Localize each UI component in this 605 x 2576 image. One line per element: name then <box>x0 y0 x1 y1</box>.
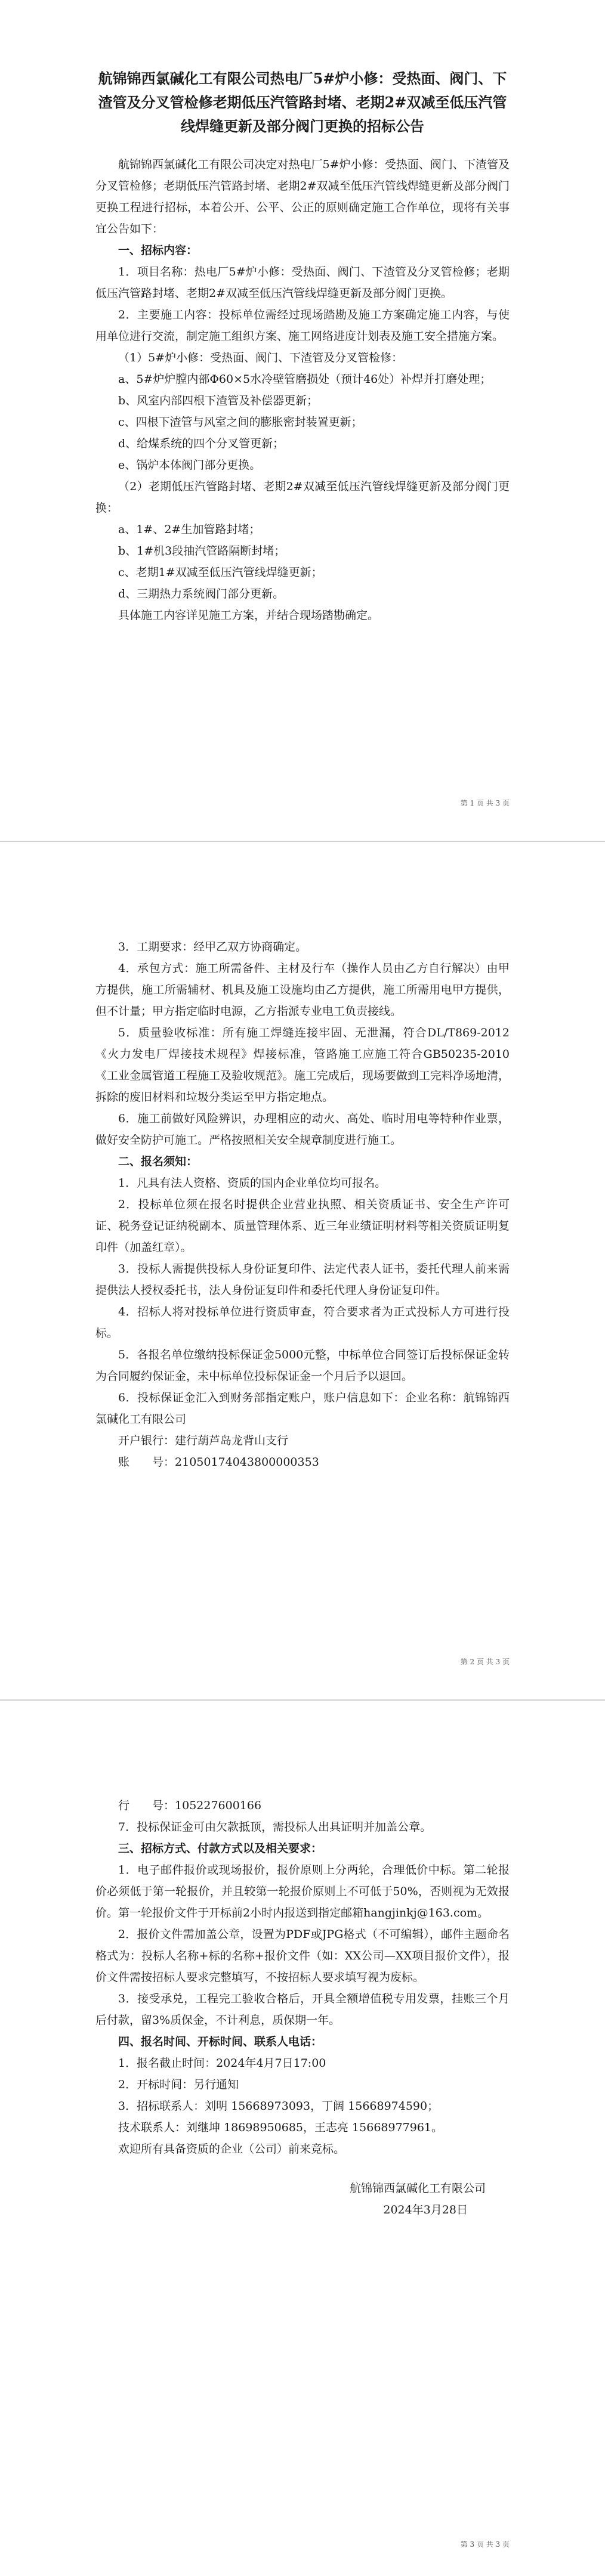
account-info-item <box>95 1387 510 1430</box>
page-2-content <box>95 936 510 1473</box>
list-item: b、1#机3段抽汽管路隔断封堵； <box>118 544 286 558</box>
registration-item: 2．投标单位须在报名时提供企业营业执照、相关资质证书、安全生产许可证、税务登记证纳税副本、质量管理体系、近三年业绩证明材料等相关资质证明复印件（加盖红章）。 <box>95 1198 510 1254</box>
list-item: d、给煤系统的四个分叉管更新； <box>118 437 285 450</box>
page-number-footer: 第 1 页 共 3 页 <box>460 799 510 807</box>
list-item: d、三期热力系统阀门部分更新。 <box>118 587 285 600</box>
contact-item: 3．招标联系人：刘明 15668973093，丁阔 15668974590； <box>118 2100 439 2113</box>
subsection-1-heading: （1）5#炉小修：受热面、阀门、下渣管及分叉管检修： <box>118 351 403 364</box>
list-item: e、锅炉本体阀门部分更换。 <box>118 459 261 472</box>
schedule-item: 3．工期要求：经甲乙双方协商确定。 <box>118 940 307 953</box>
intro-paragraph: 航锦锦西氯碱化工有限公司决定对热电厂5#炉小修：受热面、阀门、下渣管及分叉管检修；老期低压汽管路封堵、老期2#双减至低压汽管线焊缝更新及部分阀门更换工程进行招标，本着公开、公平、公正的原则确定施工合作单位，现将有关事宜公告如下： <box>95 158 510 236</box>
opening-time-item: 2．开标时间：另行通知 <box>118 2078 239 2091</box>
section-1-closing: 具体施工内容详见施工方案，并结合现场踏勘确定。 <box>118 609 379 622</box>
page-number-footer: 第 2 页 共 3 页 <box>460 1658 510 1666</box>
bank-line <box>95 1430 510 1451</box>
document-page-1 <box>0 0 605 823</box>
project-name-item: 1．项目名称：热电厂5#炉小修：受热面、阀门、下渣管及分叉管检修；老期低压汽管路封堵、老期2#双减至低压汽管线焊缝更新及部分阀门更换。 <box>95 265 510 300</box>
section-4-heading: 四、报名时间、开标时间、联系人电话： <box>118 2035 323 2048</box>
registration-item: 1．凡具有法人资格、资质的国内企业单位均可报名。 <box>118 1176 387 1190</box>
page-3-content <box>95 1795 510 2221</box>
row-number-value: 105227600166 <box>175 1799 262 1812</box>
subsection-2-heading: （2）老期低压汽管路封堵、老期2#双减至低压汽管线焊缝更新及部分阀门更换： <box>95 480 510 515</box>
registration-item: 3．投标人需提供投标人身份证复印件、法定代表人证书，委托代理人前来需提供法人授权委托书，法人身份证复印件和委托代理人身份证复印件。 <box>95 1262 510 1297</box>
account-number-line <box>95 1451 510 1473</box>
page-divider <box>0 1699 605 1701</box>
account-number-label: 账 号： <box>118 1456 175 1469</box>
signature-company: 航锦锦西氯碱化工有限公司 <box>349 2182 486 2195</box>
construction-content-item: 2．主要施工内容：投标单位需经过现场踏勘及施工方案确定施工内容，与使用单位进行交流，制定施工组织方案、施工网络进度计划表及施工安全措施方案。 <box>95 308 510 343</box>
account-info-prefix: 6．投标保证金汇入到财务部指定账户，账户信息如下：企业名称： <box>118 1391 464 1404</box>
deadline-item: 1．报名截止时间：2024年4月7日17:00 <box>118 2057 326 2070</box>
document-page-2 <box>0 859 605 1682</box>
document-page-3 <box>0 1717 605 2576</box>
announcement-title: 航锦锦西氯碱化工有限公司热电厂5#炉小修：受热面、阀门、下渣管及分叉管检修老期低压汽管路封堵、老期2#双减至低压汽管线焊缝更新及部分阀门更换的招标公告 <box>98 70 507 135</box>
bank-label: 开户银行： <box>118 1434 175 1447</box>
account-number-value: 21050174043800000353 <box>175 1456 319 1469</box>
page-number-footer: 第 3 页 共 3 页 <box>460 2540 510 2549</box>
list-item: c、四根下渣管与风室之间的膨胀密封装置更新； <box>118 416 363 429</box>
section-1-heading: 一、招标内容： <box>118 244 198 257</box>
welcome-line: 欢迎所有具备资质的企业（公司）前来竞标。 <box>118 2142 345 2156</box>
list-item: c、老期1#双减至低压汽管线焊缝更新； <box>118 566 323 579</box>
registration-item: 5．各报名单位缴纳投标保证金5000元整，中标单位合同签订后投标保证金转为合同履约保证金，未中标单位投标保证金一个月后予以退回。 <box>95 1348 510 1383</box>
row-number-label: 行 号： <box>118 1799 175 1812</box>
bidding-method-item: 1．电子邮件报价或现场报价，报价原则上分两轮，合理低价中标。第二轮报价必须低于第一轮报价，并且较第一轮报价原则上不可低于50%，否则视为无效报价。第一轮报价文件于开标前2小时内报送到指定邮箱hangjinkj@163.com。 <box>95 1863 510 1919</box>
technical-contact-item: 技术联系人：刘继坤 18698950685，王志亮 15668977961。 <box>118 2121 443 2134</box>
payment-item: 3．接受承兑，工程完工验收合格后，开具全额增值税专用发票，挂账三个月后付款，留3%质保金，不计利息，质保期一年。 <box>95 1992 510 2027</box>
account-company-name: 航锦锦西氯碱化工有限公司 <box>95 1391 510 1426</box>
page-divider <box>0 841 605 842</box>
deposit-offset-item: 7．投标保证金可由欠款抵顶，需投标人出具证明并加盖公章。 <box>118 1820 432 1834</box>
list-item: a、5#炉炉膛内部Φ60×5水冷壁管磨损处（预计46处）补焊并打磨处理； <box>118 373 492 386</box>
row-number-line <box>95 1795 510 1816</box>
safety-item: 6．施工前做好风险辨识，办理相应的动火、高处、临时用电等特种作业票，做好安全防护可施工。严格按照相关安全规章制度进行施工。 <box>95 1112 510 1147</box>
section-2-heading: 二、报名须知： <box>118 1155 198 1168</box>
contract-method-item: 4．承包方式：施工所需备件、主材及行车（操作人员由乙方自行解决）由甲方提供，施工所需辅材、机具及施工设施均由乙方提供，施工所需用电甲方提供，但不计量；甲方指定临时电源，乙方指派专业电工负责接线。 <box>95 962 510 1018</box>
quality-standard-item: 5．质量验收标准：所有施工焊缝连接牢固、无泄漏，符合DL/T869-2012《火力发电厂焊接技术规程》焊接标准，管路施工应施工符合GB50235-2010《工业金属管道工程施工及验收规范》。施工完成后，现场要做到工完料净场地清，拆除的废旧材料和垃圾分类运至甲方指定地点。 <box>95 1026 510 1104</box>
list-item: a、1#、2#生加管路封堵； <box>118 523 261 536</box>
bank-value: 建行葫芦岛龙背山支行 <box>175 1434 289 1447</box>
list-item: b、风室内部四根下渣管及补偿器更新； <box>118 394 319 407</box>
bid-document-item: 2．报价文件需加盖公章，设置为PDF或JPG格式（不可编辑），邮件主题命名格式为：投标人名称+标的名称+报价文件（如：XX公司—XX项目报价文件），报价文件需按招标人要求完整填写，不按招标人要求填写视为废标。 <box>95 1928 510 1984</box>
signature-date: 2024年3月28日 <box>383 2203 468 2216</box>
registration-item: 4．招标人将对投标单位进行资质审查，符合要求者为正式投标人方可进行投标。 <box>95 1305 510 1340</box>
section-3-heading: 三、招标方式、付款方式以及相关要求： <box>118 1842 323 1855</box>
page-1-content <box>95 67 510 626</box>
